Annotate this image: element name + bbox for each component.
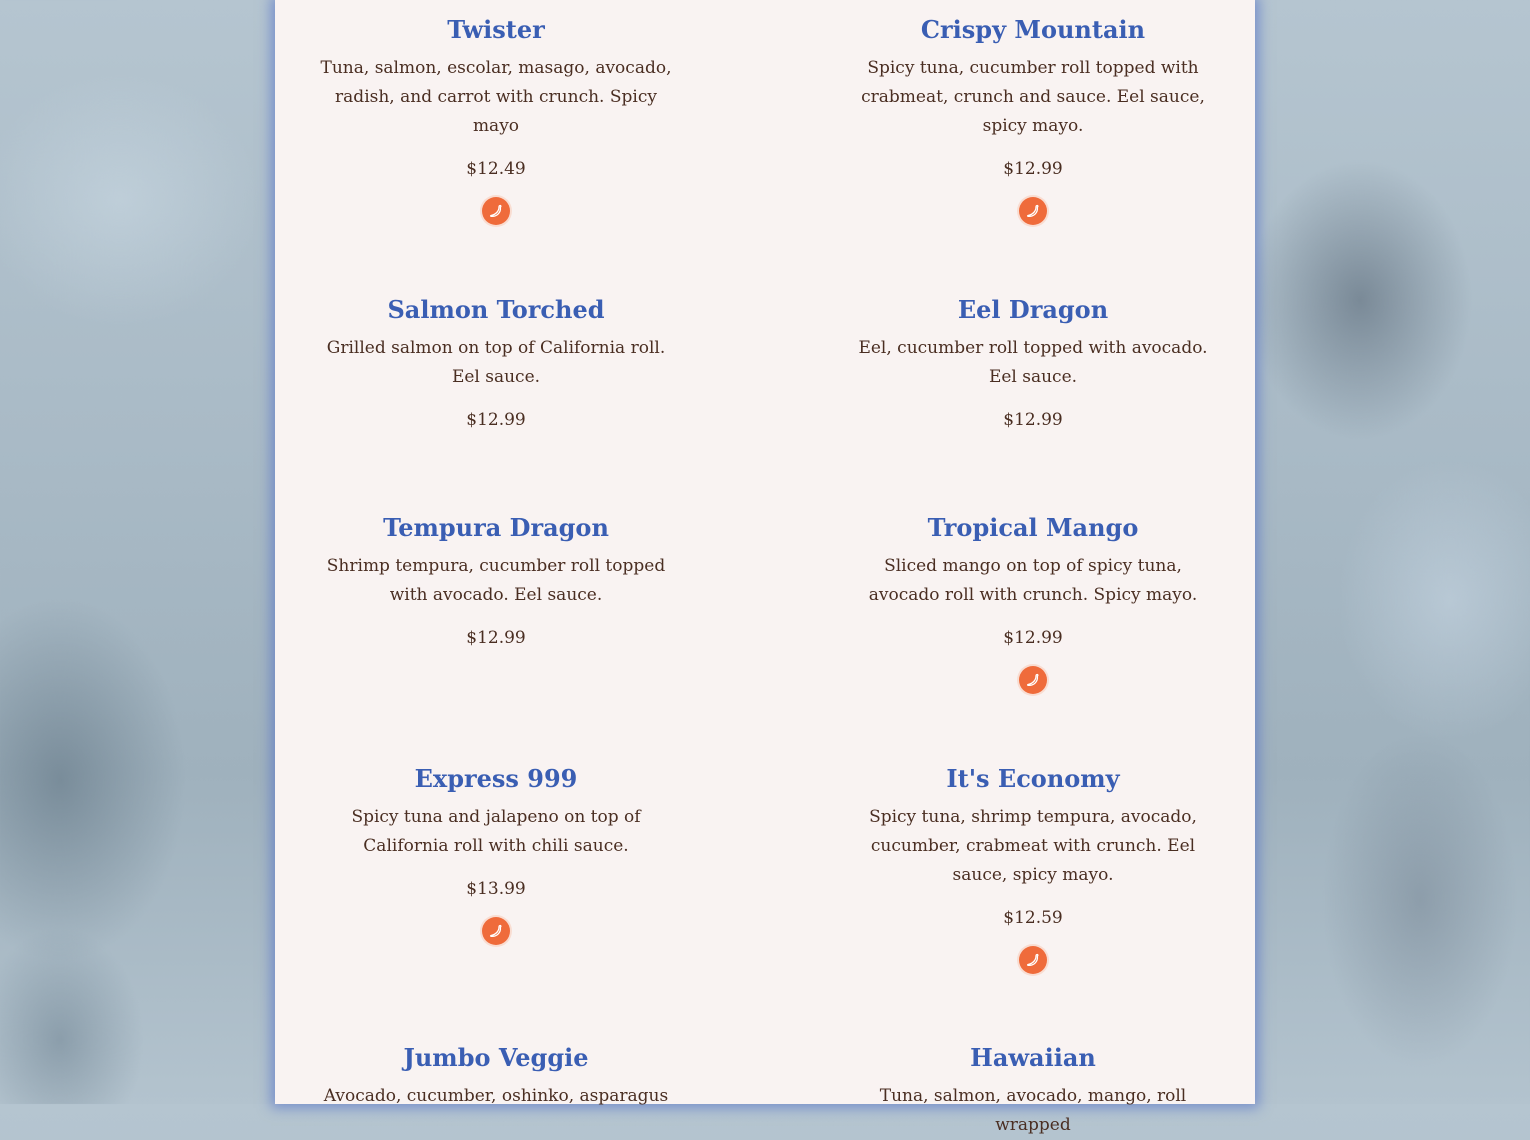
item-name: Salmon Torched — [387, 295, 605, 324]
chili-pepper-icon — [1019, 946, 1047, 974]
chili-pepper-icon — [482, 197, 510, 225]
item-price: $12.99 — [1003, 159, 1063, 179]
menu-item-eel-dragon — [843, 292, 1223, 434]
item-description: Shrimp tempura, cucumber roll topped with avocado. Eel sauce. — [326, 556, 666, 605]
item-price: $12.99 — [1003, 410, 1063, 430]
item-description: Spicy tuna, shrimp tempura, avocado, cucumber, crabmeat with crunch. Eel sauce, spicy mayo. — [869, 807, 1197, 885]
item-description: Avocado, cucumber, oshinko, asparagus — [323, 1086, 669, 1106]
item-description: Sliced mango on top of spicy tuna, avocado roll with crunch. Spicy mayo. — [868, 556, 1198, 605]
item-price: $12.99 — [466, 410, 526, 430]
chili-pepper-icon — [1019, 197, 1047, 225]
item-description: Spicy tuna and jalapeno on top of California roll with chili sauce. — [351, 807, 641, 856]
menu-item-tropical-mango — [843, 510, 1223, 698]
item-description: Spicy tuna, cucumber roll topped with crabmeat, crunch and sauce. Eel sauce, spicy mayo. — [861, 58, 1205, 136]
item-name: Twister — [447, 15, 545, 44]
menu-item-twister — [306, 12, 686, 229]
item-price: $12.99 — [466, 628, 526, 648]
item-name: Hawaiian — [970, 1043, 1096, 1072]
menu-item-crispy-mountain — [843, 12, 1223, 229]
item-name: Jumbo Veggie — [403, 1043, 589, 1072]
item-price: $12.49 — [466, 159, 526, 179]
menu-item-tempura-dragon — [306, 510, 686, 652]
menu-item-hawaiian — [843, 1040, 1223, 1140]
item-description: Eel, cucumber roll topped with avocado. Eel sauce. — [858, 338, 1208, 387]
item-description: Tuna, salmon, avocado, mango, roll wrapped — [879, 1086, 1187, 1135]
item-price: $12.99 — [1003, 628, 1063, 648]
item-description: Grilled salmon on top of California roll. Eel sauce. — [326, 338, 666, 387]
item-name: Express 999 — [414, 764, 578, 793]
menu-item-express-999 — [306, 761, 686, 949]
item-name: Tempura Dragon — [383, 513, 609, 542]
item-description: Tuna, salmon, escolar, masago, avocado, radish, and carrot with crunch. Spicy mayo — [320, 58, 672, 136]
item-name: Tropical Mango — [927, 513, 1139, 542]
item-name: It's Economy — [946, 764, 1120, 793]
chili-pepper-icon — [482, 917, 510, 945]
chili-pepper-icon — [1019, 666, 1047, 694]
item-price: $13.99 — [466, 879, 526, 899]
menu-item-jumbo-veggie — [306, 1040, 686, 1111]
menu-panel — [275, 0, 1255, 1135]
menu-item-its-economy — [843, 761, 1223, 978]
menu-item-salmon-torched — [306, 292, 686, 434]
item-name: Eel Dragon — [957, 295, 1109, 324]
item-name: Crispy Mountain — [920, 15, 1146, 44]
item-price: $12.59 — [1003, 908, 1063, 928]
